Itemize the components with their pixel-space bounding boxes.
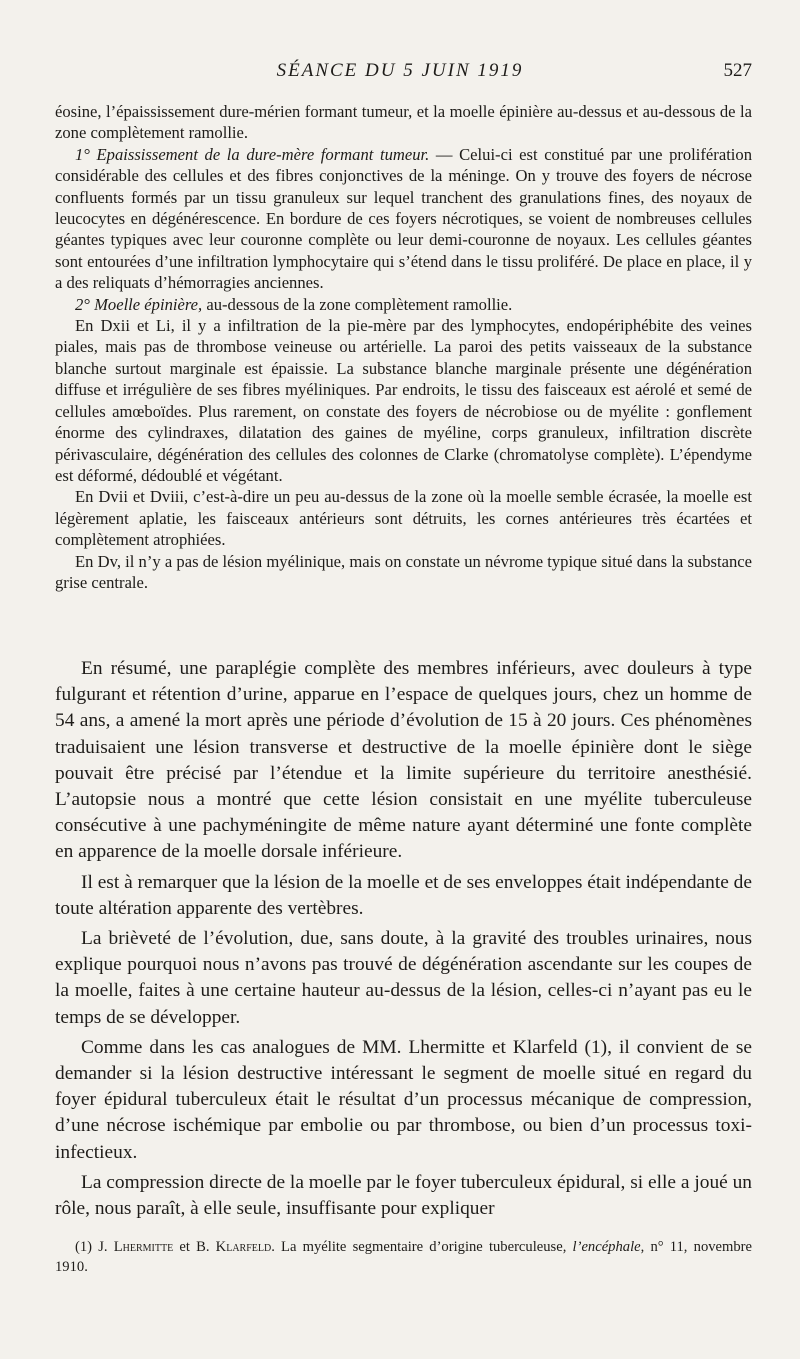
section-heading: 2° Moelle épinière, — [75, 294, 203, 314]
footnote-details: , n° 11, novembre 1910. — [55, 1239, 752, 1275]
footnote — [55, 1237, 752, 1277]
footnote-journal: l’encéphale — [572, 1239, 641, 1255]
paragraph: La compression directe de la moelle par le foyer tuberculeux épidural, si elle a joué un rôle, nous paraît, à elle seule, insuffisante pour expliquer — [55, 1171, 752, 1220]
paragraph-text: — Celui-ci est constitué par une prolifération considérable des cellules et des fibres conjonctives de la méninge. On y trouve des foyers de nécrose confluents formés par un tissu granuleux sur lequel tranchent des granulations fines, des noyaux de leucocytes en dégénérescence. En bordure de ces foyers nécrotiques, se voient de nombreuses cellules géantes typiques avec leur couronne complète ou leur demi-couronne de noyaux. Les cellules géantes sont entourées d’une infiltration lymphocytaire qui s’étend dans le tissu proliféré. De place en place, il y a des reliquats d’hémorragies anciennes. — [55, 144, 753, 293]
paragraph: En Dvii et Dviii, c’est-à-dire un peu au-dessus de la zone où la moelle semble écrasée, la moelle est légèrement aplatie, les faisceaux antérieurs sont détruits, les cornes antérieures très écartées et complètement atrophiées. — [55, 487, 752, 550]
section-heading: 1° Epaississement de la dure-mère formant tumeur. — [75, 144, 430, 164]
paragraph: La brièveté de l’évolution, due, sans doute, à la gravité des troubles urinaires, nous explique pourquoi nous n’avons pas trouvé de dégénération ascendante sur les coupes de la moelle, faites à une certaine hauteur au-dessus de la lésion, celles-ci n’ayant pas eu le temps de se développer. — [55, 928, 752, 1028]
summary-discussion — [55, 656, 752, 1226]
paragraph: Il est à remarquer que la lésion de la moelle et de ses enveloppes était indépendante de toute altération apparente des vertèbres. — [55, 871, 752, 919]
paragraph: En résumé, une paraplégie complète des membres inférieurs, avec douleurs à type fulgurant et rétention d’urine, apparue en l’espace de quelques jours, chez un homme de 54 ans, a amené la mort après une période d’évolution de 15 à 20 jours. Ces phénomènes traduisaient une lésion transverse et destructive de la moelle épinière dont le siège pouvait être précisé par l’étendue et la limite supérieure du territoire anesthésié. L’autopsie nous a montré que cette lésion consistait en une myélite tuberculeuse consécutive à une pachyméningite de même nature ayant déterminé une fonte complète en apparence de la moelle dorsale inférieure. — [55, 658, 752, 863]
footnote-author: J. Lhermitte — [98, 1239, 174, 1255]
footnote-author: B. Klarfeld. — [196, 1239, 275, 1255]
footnote-conjunction: et — [173, 1239, 197, 1255]
paragraph: Comme dans les cas analogues de MM. Lhermitte et Klarfeld (1), il convient de se demander si la lésion destructive intéressant le segment de moelle situé en regard du foyer épidural tuberculeux était le résultat d’un processus mécanique de compression, d’une nécrose ischémique par embolie ou par thrombose, ou bien d’un processus toxi-infectieux. — [55, 1036, 752, 1163]
footnote-title: La myélite segmentaire d’origine tuberculeuse, — [274, 1239, 573, 1255]
footnote-marker: (1) — [75, 1239, 93, 1255]
observation-details — [55, 101, 752, 593]
page-number: 527 — [723, 60, 752, 81]
paragraph — [55, 294, 752, 315]
paragraph-text: au-dessous de la zone complètement ramollie. — [202, 294, 513, 314]
footnote-text — [55, 1237, 752, 1277]
paragraph: En Dxii et Li, il y a infiltration de la pie-mère par des lymphocytes, endopériphébite des veines piales, mais pas de thrombose veineuse ou artérielle. La paroi des petits vaisseaux de la substance blanche surtout marginale est épaissie. La substance blanche marginale présente une dégénération diffuse et irrégulière de ses fibres myéliniques. Par endroits, le tissu des faisceaux est aérolé et semé de cellules amœboïdes. Plus rarement, on constate des foyers de nécrobiose ou de myélite : gonflement énorme des cylindraxes, dilatation des gaines de myéline, corps granuleux, infiltration discrète périvasculaire, dégénération des cellules des colonnes de Clarke (chromatolyse complète). L’épendyme est déformé, dédoublé et végétant. — [55, 316, 752, 485]
paragraph — [55, 144, 752, 294]
running-title: SÉANCE DU 5 JUIN 1919 — [276, 60, 524, 81]
running-head — [0, 60, 800, 86]
paragraph: En Dv, il n’y a pas de lésion myélinique, mais on constate un névrome typique situé dans la substance grise centrale. — [55, 551, 752, 592]
paragraph: éosine, l’épaississement dure-mérien formant tumeur, et la moelle épinière au-dessus et au-dessous de la zone complètement ramollie. — [55, 102, 752, 143]
